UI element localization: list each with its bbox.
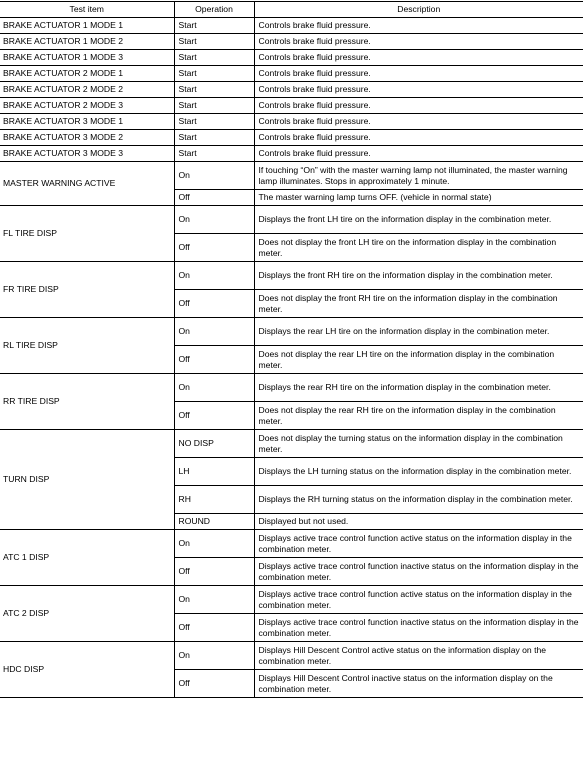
table-row	[0, 66, 583, 82]
table-row	[0, 586, 583, 614]
description-cell: Controls brake fluid pressure.	[254, 50, 583, 66]
description-cell: Does not display the rear RH tire on the information display in the combination meter.	[254, 402, 583, 430]
description-cell: Controls brake fluid pressure.	[254, 82, 583, 98]
table-row	[0, 50, 583, 66]
description-cell: Displays the RH turning status on the information display in the combination meter.	[254, 486, 583, 514]
test-item-cell: BRAKE ACTUATOR 1 MODE 2	[0, 34, 174, 50]
description-cell: Controls brake fluid pressure.	[254, 146, 583, 162]
test-item-cell: BRAKE ACTUATOR 3 MODE 1	[0, 114, 174, 130]
operation-cell: Off	[174, 614, 254, 642]
test-item-cell: BRAKE ACTUATOR 3 MODE 2	[0, 130, 174, 146]
operation-cell: On	[174, 374, 254, 402]
description-cell: Controls brake fluid pressure.	[254, 98, 583, 114]
test-item-cell: BRAKE ACTUATOR 2 MODE 1	[0, 66, 174, 82]
table-row	[0, 262, 583, 290]
description-cell: Controls brake fluid pressure.	[254, 114, 583, 130]
table-row	[0, 114, 583, 130]
description-cell: Displays the front RH tire on the information display in the combination meter.	[254, 262, 583, 290]
description-cell: Displays active trace control function inactive status on the information display in the combination meter.	[254, 558, 583, 586]
operation-cell: Start	[174, 82, 254, 98]
test-item-cell: BRAKE ACTUATOR 2 MODE 3	[0, 98, 174, 114]
description-cell: Does not display the turning status on the information display in the combination meter.	[254, 430, 583, 458]
table-row	[0, 82, 583, 98]
operation-cell: Off	[174, 346, 254, 374]
operation-cell: On	[174, 586, 254, 614]
operation-cell: Off	[174, 402, 254, 430]
test-item-cell: RL TIRE DISP	[0, 318, 174, 374]
operation-cell: Off	[174, 190, 254, 206]
operation-cell: On	[174, 318, 254, 346]
test-item-cell: ATC 2 DISP	[0, 586, 174, 642]
description-cell: Displays active trace control function inactive status on the information display in the combination meter.	[254, 614, 583, 642]
table-row	[0, 642, 583, 670]
operation-cell: On	[174, 642, 254, 670]
operation-cell: Off	[174, 290, 254, 318]
description-cell: If touching “On” with the master warning lamp not illuminated, the master warning lamp illuminates. Stops in approximately 1 minute.	[254, 162, 583, 190]
description-cell: The master warning lamp turns OFF. (vehicle in normal state)	[254, 190, 583, 206]
test-item-cell: MASTER WARNING ACTIVE	[0, 162, 174, 206]
table-row	[0, 98, 583, 114]
operation-cell: Start	[174, 98, 254, 114]
operation-cell: On	[174, 206, 254, 234]
description-cell: Displays the rear RH tire on the information display in the combination meter.	[254, 374, 583, 402]
header-row	[0, 2, 583, 18]
test-item-cell: HDC DISP	[0, 642, 174, 698]
description-cell: Controls brake fluid pressure.	[254, 34, 583, 50]
operation-cell: On	[174, 262, 254, 290]
table-row	[0, 146, 583, 162]
test-item-cell: BRAKE ACTUATOR 1 MODE 3	[0, 50, 174, 66]
operation-cell: RH	[174, 486, 254, 514]
test-item-cell: FL TIRE DISP	[0, 206, 174, 262]
test-item-table	[0, 1, 583, 698]
table-row	[0, 374, 583, 402]
operation-cell: Start	[174, 50, 254, 66]
operation-cell: Start	[174, 34, 254, 50]
operation-cell: Off	[174, 558, 254, 586]
description-cell: Controls brake fluid pressure.	[254, 18, 583, 34]
description-cell: Displays the front LH tire on the information display in the combination meter.	[254, 206, 583, 234]
header-operation: Operation	[174, 2, 254, 18]
table-row	[0, 530, 583, 558]
operation-cell: LH	[174, 458, 254, 486]
header-description: Description	[254, 2, 583, 18]
table-row	[0, 130, 583, 146]
header-test-item: Test item	[0, 2, 174, 18]
test-item-cell: TURN DISP	[0, 430, 174, 530]
test-item-cell: BRAKE ACTUATOR 1 MODE 1	[0, 18, 174, 34]
operation-cell: Start	[174, 114, 254, 130]
test-item-cell: FR TIRE DISP	[0, 262, 174, 318]
description-cell: Does not display the front LH tire on the information display in the combination meter.	[254, 234, 583, 262]
operation-cell: On	[174, 162, 254, 190]
description-cell: Does not display the front RH tire on the information display in the combination meter.	[254, 290, 583, 318]
test-item-cell: ATC 1 DISP	[0, 530, 174, 586]
table-row	[0, 318, 583, 346]
operation-cell: Off	[174, 234, 254, 262]
operation-cell: NO DISP	[174, 430, 254, 458]
description-cell: Does not display the rear LH tire on the information display in the combination meter.	[254, 346, 583, 374]
operation-cell: Off	[174, 670, 254, 698]
table-row	[0, 18, 583, 34]
description-cell: Displays the LH turning status on the information display in the combination meter.	[254, 458, 583, 486]
table-row	[0, 206, 583, 234]
table-row	[0, 162, 583, 190]
description-cell: Controls brake fluid pressure.	[254, 66, 583, 82]
operation-cell: Start	[174, 66, 254, 82]
description-cell: Displays Hill Descent Control inactive status on the information display on the combination meter.	[254, 670, 583, 698]
description-cell: Displays Hill Descent Control active status on the information display on the combination meter.	[254, 642, 583, 670]
operation-cell: On	[174, 530, 254, 558]
operation-cell: ROUND	[174, 514, 254, 530]
test-item-cell: BRAKE ACTUATOR 2 MODE 2	[0, 82, 174, 98]
operation-cell: Start	[174, 18, 254, 34]
description-cell: Displays active trace control function active status on the information display in the combination meter.	[254, 586, 583, 614]
description-cell: Displays active trace control function active status on the information display in the combination meter.	[254, 530, 583, 558]
table-row	[0, 430, 583, 458]
description-cell: Controls brake fluid pressure.	[254, 130, 583, 146]
operation-cell: Start	[174, 146, 254, 162]
test-item-cell: BRAKE ACTUATOR 3 MODE 3	[0, 146, 174, 162]
table-row	[0, 34, 583, 50]
description-cell: Displays the rear LH tire on the information display in the combination meter.	[254, 318, 583, 346]
operation-cell: Start	[174, 130, 254, 146]
description-cell: Displayed but not used.	[254, 514, 583, 530]
test-item-cell: RR TIRE DISP	[0, 374, 174, 430]
